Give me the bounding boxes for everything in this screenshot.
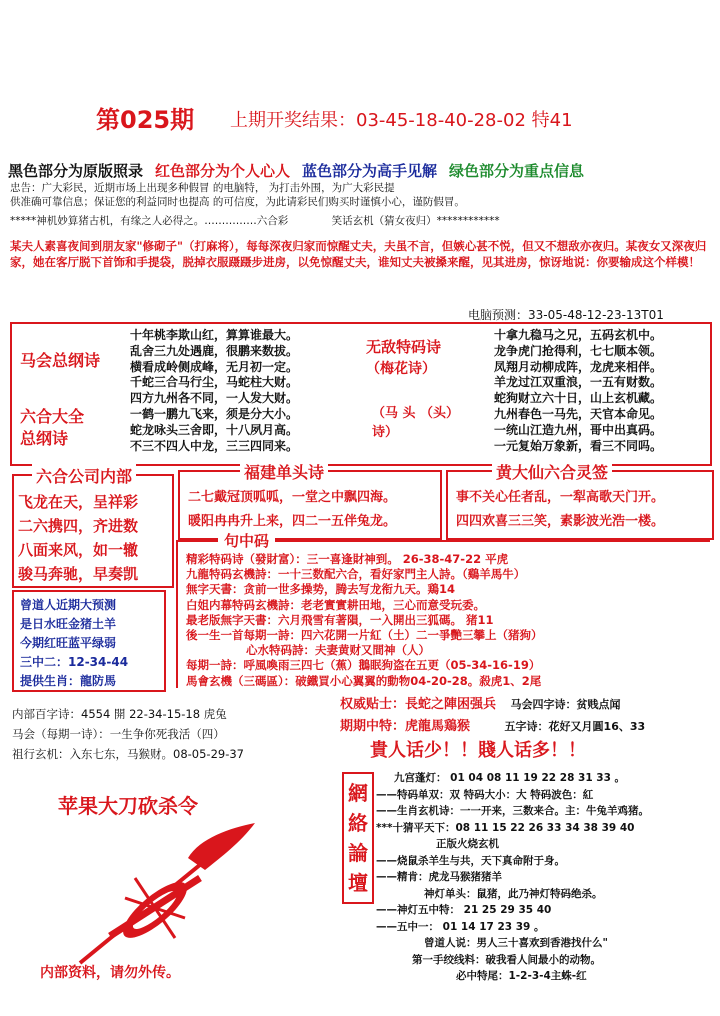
issue-number: 第025期 (96, 106, 195, 134)
huang-line: 四四欢喜三三笑，素影波光浩一楼。 (456, 514, 665, 529)
net-line: ***十猜平天下：08 11 15 22 26 33 34 38 39 40 (376, 821, 635, 834)
liuhe-company-box (12, 467, 174, 588)
poem-right-column (494, 328, 662, 454)
poem-right-line: 羊龙过江双重浪，一五有财数。 (494, 375, 663, 390)
apple-knife-title: 苹果大刀砍杀令 (58, 794, 198, 818)
huang-title: 黄大仙六合灵签 (492, 460, 612, 483)
juzhong-line: 最老版無字天書：六月飛雪有著隕，一入開出三狐碼。 猪11 (186, 612, 494, 627)
net-line: ——五中一： 01 14 17 23 39 。 (376, 920, 545, 933)
joke-story: 某夫人素喜夜间到朋友家"修砌子"（打麻将），每每深夜归家而惊醒丈夫，夫虽不言，但嫉心甚不悦，但又不想敌亦夜归。某夜女又深夜归家，她在客厅脱下首饰和手提袋，脱掉衣服蹑蹑步进房，以免惊醒丈夫，谁知丈夫被搡来醒，见其进房，惊讶地说：你要输成这个样模！ (10, 239, 707, 269)
poem-box (10, 322, 712, 466)
legend-blue: 蓝色部分为高手见解 (302, 162, 438, 180)
poem-right-line: 九州春色一马先，天官本命见。 (494, 406, 663, 421)
liuhe-line: 八面来风，如一辙 (18, 541, 139, 559)
juzhong-line: 無字天書：贪前一世多操势，腾去写龙衔九天。鶏14 (186, 582, 456, 597)
juzhong-line: 精彩特码诗（發財富）：三一喜逢財神到。 26-38-47-22 平虎 (186, 552, 509, 566)
zengdao-line: 今期红旺蓝平绿弱 (20, 636, 117, 650)
fujian-line: 二七戴冠顶呱呱，一堂之中飘四海。 (188, 490, 397, 505)
fujian-title: 福建单头诗 (240, 460, 328, 483)
zengdao-line: 是日水旺金猪土羊 (20, 617, 117, 631)
poem-left-line: 不三不四人中龙，三三四同来。 (130, 438, 299, 453)
net-line: 第一手绞线料：破我看人间最小的动物。 (412, 953, 601, 966)
net-line: 神灯单头：鼠猪，此乃神灯特码绝杀。 (424, 887, 603, 900)
poem-right-line: 一统山江造九州，哥中出真码。 (494, 422, 663, 437)
notes-line-2: 供准确可靠信息；保证您的利益同时也提高 的可信度，为此请彩民们购买时谨慎小心，谨防假冒。 (10, 196, 465, 208)
quanwei-row-1 (340, 694, 710, 716)
legend-black: 黑色部分为原版照录 (8, 162, 144, 180)
poem-left-line: 横看成岭侧成峰，无月初一定。 (130, 359, 299, 374)
poem-label-liuhe-2: 总纲诗 (20, 429, 69, 448)
notes-line-3-left: *****神机妙算猪古机，有缘之人必得之。……………六合彩 (10, 215, 289, 227)
poem-left-line: 乱舍三九处遇鹿，很鹏来数拔。 (130, 343, 299, 358)
net-line: ——生肖玄机诗：一一开来，三数来合。主：牛兔羊鸡猪。 (376, 805, 649, 817)
quanwei-slogan: 貴人话少！！賤人话多！！ (370, 740, 586, 761)
juzhong-line: 每期一詩：呼風喚雨三四七（蕉）鵝眠狗盗在五更（05-34-16-19） (186, 658, 541, 673)
neibu-line-1: 内部百字诗：4554 開 22-34-15-18 虎兔 (12, 707, 227, 721)
liuhe-lines (18, 490, 138, 586)
poem-mid-subtitle: （梅花诗） (366, 361, 436, 377)
poem-mid-title: 无敌特码诗 (366, 338, 442, 356)
internal-warning: 内部资料，请勿外传。 (40, 965, 180, 981)
huang-lines (456, 486, 664, 534)
quanwei-special: 期期中特：虎龍馬鶏猴 (340, 719, 471, 734)
juzhong-section (176, 532, 710, 688)
juzhong-title: 句中码 (218, 530, 275, 551)
poem-mid-extra: （马 头 （头） 诗） (372, 406, 460, 440)
poem-left-line: 四方九州各不同，一人发大财。 (130, 391, 299, 406)
poem-left-column (130, 328, 298, 454)
notes-line-3-right: 笑话玄机（猜女夜归）************ (331, 215, 500, 227)
net-line: ——烧鼠杀羊生与共，天下真命附于身。 (376, 854, 565, 867)
liuhe-line: 骏马奔驰，早奏凯 (18, 565, 139, 583)
net-line: 曾道人说：男人三十喜欢到香港找什么" (424, 937, 608, 949)
poem-right-line: 龙争虎门抢得利，七七顺本领。 (494, 343, 663, 358)
poem-label-mahui: 马会总纲诗 (20, 351, 101, 370)
juzhong-line: 白姐内幕特码玄機詩：老老實實耕田地，三心而意受玩委。 (186, 597, 485, 612)
juzhong-line: 後一生一首每期一詩：四六花開一片紅（土）二一爭艷三攀上（猪狗） (186, 628, 543, 643)
legend-green: 绿色部分为重点信息 (449, 162, 585, 180)
poem-label-liuhe: 六合大全 (20, 407, 85, 426)
poem-left-line: 蛇龙咏头三舍即，十八夙月高。 (130, 422, 299, 437)
zengdao-line: 三中二：12-34-44 (20, 655, 129, 669)
net-forum-label-box (342, 772, 374, 904)
zengdao-content (20, 596, 128, 691)
warning-notes (10, 181, 714, 228)
quanwei-four-char: 马会四字诗：贫贱点闻 (510, 698, 621, 711)
poem-left-line: 千蛇三合马行尘，马蛇柱大财。 (130, 375, 299, 390)
last-draw-special: 特41 (531, 110, 573, 131)
liuhe-title: 六合公司内部 (32, 464, 136, 487)
juzhong-line: 九龍特码玄機詩：一十三数配六合，看好家門主人詩。（鷄羊馬牛） (186, 567, 526, 582)
poem-left-line: 一鹤一鹏九飞来，须是分大小。 (130, 406, 299, 421)
zengdao-line: 提供生肖：龍防馬 (20, 674, 117, 688)
quanwei-row-2 (340, 716, 710, 738)
poem-right-line: 一元复始万象新，看三不同吗。 (494, 438, 663, 453)
net-forum-lines (376, 770, 712, 985)
authority-tips (340, 694, 710, 764)
quanwei-five-char: 五字诗：花好又月圓16、33 (504, 720, 646, 733)
net-line: 九宫蓬灯： 01 04 08 11 19 22 28 31 33 。 (394, 772, 626, 784)
fujian-lines (188, 486, 396, 534)
net-line: 必中特尾：1-2-3-4主蛛-红 (456, 970, 587, 982)
fujian-line: 暖阳冉冉升上来，四二一五伴兔龙。 (188, 514, 397, 529)
huang-line: 事不关心任者乱，一犁高歌天门开。 (456, 490, 665, 505)
net-forum-label: 網絡論壇 (348, 781, 368, 895)
poem-right-line: 十拿九稳马之兄，五码玄机中。 (494, 328, 663, 342)
last-draw-result (230, 106, 573, 132)
liuhe-line: 二六携四，齐进数 (18, 517, 139, 535)
notes-line-3 (10, 214, 714, 228)
poem-right-line: 凤翔月动柳成阵，龙虎来相伴。 (494, 359, 663, 374)
zengdao-title: 曾道人近期大预测 (20, 598, 117, 612)
poem-right-line: 蛇狗财立六十日，山上玄机藏。 (494, 391, 663, 406)
juzhong-line: 馬會玄機（三碼區）：破鐵買小心翼翼的動物04-20-28。殺虎1、2尾 (186, 673, 542, 688)
last-draw-numbers: 03-45-18-40-28-02 (356, 110, 526, 131)
zengdao-forecast-box (12, 590, 166, 692)
net-line: ——特码单双：双 特码大小：大 特码波色：紅 (376, 788, 594, 801)
knife-sword-illustration (70, 818, 270, 968)
quanwei-tip: 权威贴士：長蛇之陣困强兵 (340, 697, 497, 712)
internal-poems (12, 704, 330, 764)
net-line: ——精肯：虎龙马猴猪猪羊 (376, 871, 502, 883)
huang-daxian-box (446, 463, 714, 540)
poem-left-line: 十年桃李欺山红，算算谁最大。 (130, 328, 299, 342)
neibu-line-2: 马会（每期一诗）：一生争你死我活（四） (12, 727, 225, 741)
last-draw-label: 上期开奖结果： (230, 110, 356, 131)
notes-line-1: 忠告：广大彩民，近期市场上出现多种假冒 的电脑特， 为打击外围，为广大彩民提 (10, 182, 395, 194)
computer-prediction: 电脑预测：33-05-48-12-23-13T01 (468, 308, 664, 322)
net-line: ——神灯五中特： 21 25 29 35 40 (376, 904, 552, 916)
neibu-line-3: 祖行玄机：入东七东，马猴财。08-05-29-37 (12, 747, 244, 761)
legend-red: 红色部分为个人心人 (155, 162, 291, 180)
color-legend (8, 160, 714, 181)
net-line: 正版火烧玄机 (436, 838, 499, 850)
juzhong-line: 心水特码詩：夫妻黄财又間神（人） (246, 643, 430, 658)
liuhe-line: 飞龙在天，呈祥彩 (18, 493, 139, 511)
juzhong-lines (186, 552, 543, 689)
